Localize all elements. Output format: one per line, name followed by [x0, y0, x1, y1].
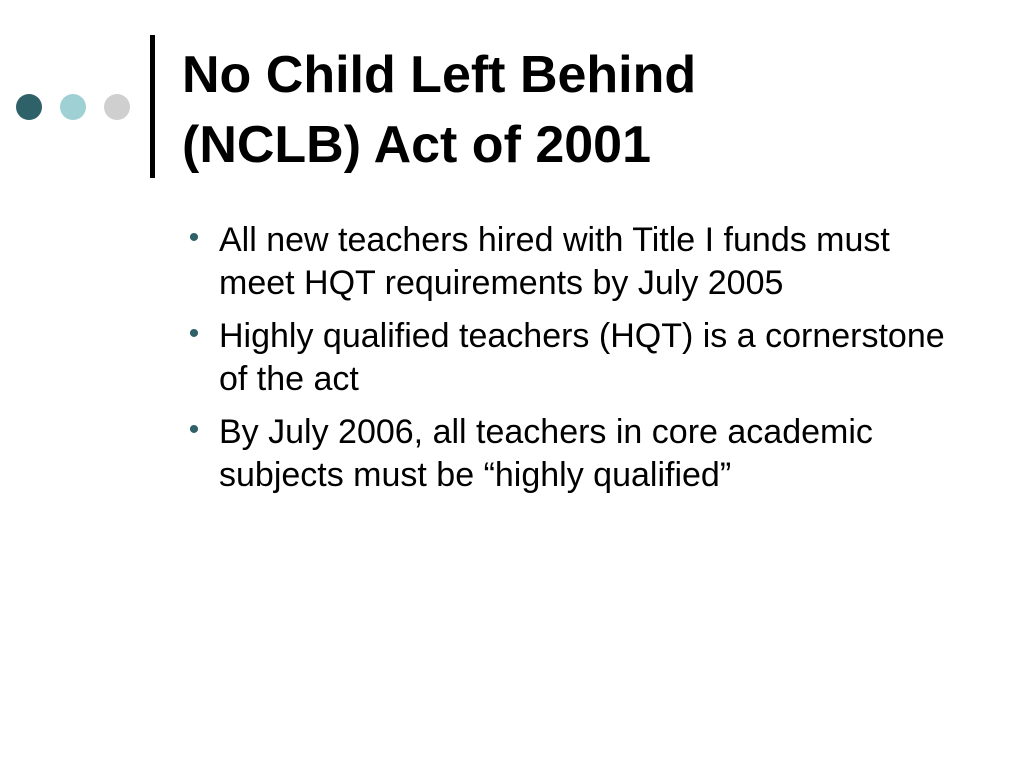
- bullet-icon: •: [188, 221, 200, 254]
- slide-title: [182, 40, 982, 180]
- dark-teal-dot: [16, 94, 42, 120]
- bullet-text: By July 2006, all teachers in core academic subjects must be “highly qualified”: [219, 413, 873, 494]
- decorative-dots: [16, 94, 134, 122]
- bullet-text: All new teachers hired with Title I funds must meet HQT requirements by July 2005: [219, 221, 890, 302]
- title-line-2: (NCLB) Act of 2001: [182, 116, 652, 174]
- bullet-text: Highly qualified teachers (HQT) is a cornerstone of the act: [219, 317, 945, 398]
- bullet-icon: •: [188, 317, 200, 350]
- title-line-1: No Child Left Behind: [182, 46, 697, 104]
- gray-dot: [104, 94, 130, 120]
- bullet-item: [182, 315, 952, 401]
- bullet-item: [182, 411, 952, 497]
- light-teal-dot: [60, 94, 86, 120]
- title-divider: [150, 35, 155, 178]
- bullet-item: [182, 219, 952, 305]
- bullet-list: [182, 219, 952, 507]
- bullet-icon: •: [188, 413, 200, 446]
